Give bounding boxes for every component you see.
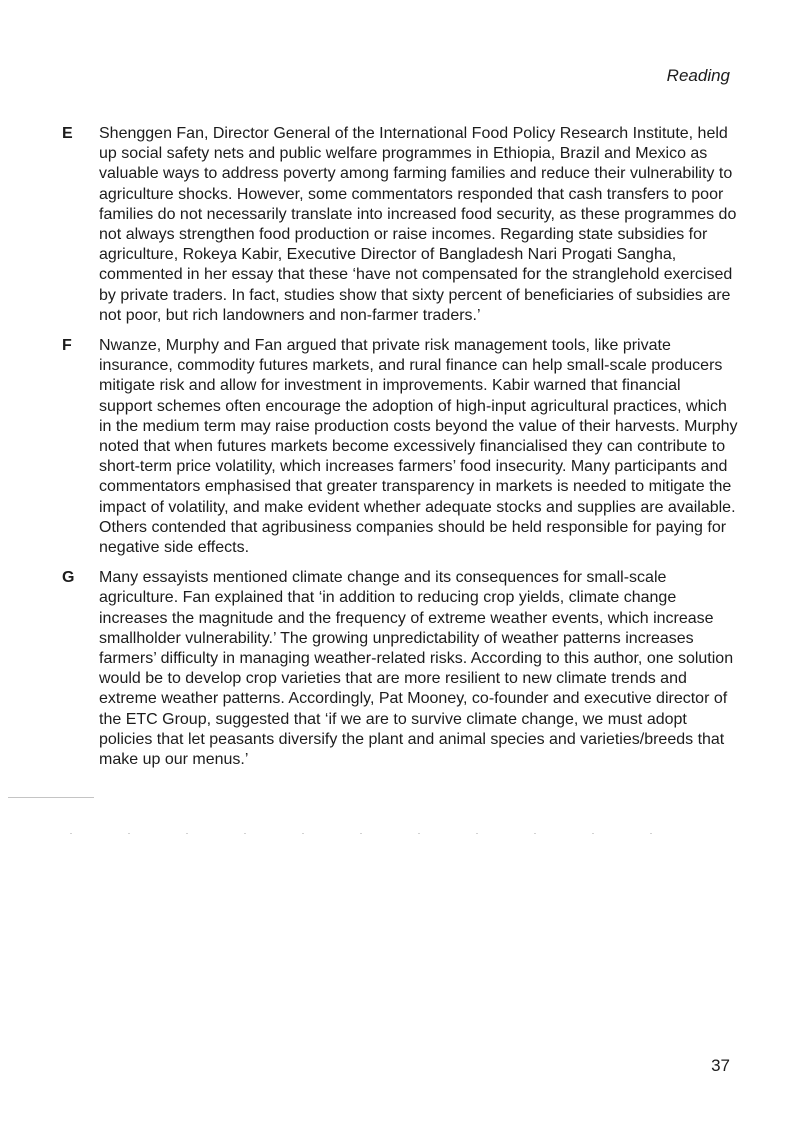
paragraph-letter-g: G — [62, 569, 75, 587]
paragraph-text-e: Shenggen Fan, Director General of the International Food Policy Research Institute, held up social safety nets and public welfare programmes in Ethiopia, Brazil and Mexico as valuable ways to address poverty among farming families and reduce their vulnerability to agriculture shocks. However, some commentators responded that cash transfers to poor families do not necessarily translate into increased food security, as these programmes do not always strengthen food production or raise incomes. Regarding state subsidies for agriculture, Rokeya Kabir, Executive Director of Bangladesh Nari Progati Sangha, commented in her essay that these ‘have not compensated for the stranglehold exercised by private traders. In fact, studies show that sixty percent of beneficiaries of subsidies are not poor, but rich landowners and non-farmer traders.’ — [99, 125, 737, 324]
paragraph-letter-f: F — [62, 337, 72, 355]
paragraph-g — [62, 568, 738, 770]
scan-artifact-dots — [70, 833, 690, 834]
section-header: Reading — [666, 66, 730, 85]
paragraph-text-f: Nwanze, Murphy and Fan argued that private risk management tools, like private insurance, commodity futures markets, and rural finance can help small-scale producers mitigate risk and allow for investment in improvements. Kabir warned that financial support schemes often encourage the adoption of high-input agricultural practices, which in the medium term may raise production costs beyond the value of their harvests. Murphy noted that when futures markets become excessively financialised they can contribute to short-term price volatility, which increases farmers’ food insecurity. Many participants and commentators emphasised that greater transparency in markets is needed to mitigate the impact of volatility, and make evident whether adequate stocks and supplies are available. Others contended that agribusiness companies should be held responsible for paying for negative side effects. — [99, 337, 738, 557]
scan-artifact-line — [8, 797, 94, 798]
paragraph-e — [62, 124, 738, 326]
paragraph-text-g: Many essayists mentioned climate change and its consequences for small-scale agriculture. Fan explained that ‘in addition to reducing crop yields, climate change increases the magnitude and the frequency of extreme weather events, which increase smallholder vulnerability.’ The growing unpredictability of weather patterns increases farmers’ difficulty in managing weather-related risks. According to this author, one solution would be to develop crop varieties that are more resilient to new climate trends and extreme weather patterns. Accordingly, Pat Mooney, co-founder and executive director of the ETC Group, suggested that ‘if we are to survive climate change, we must adopt policies that let peasants diversify the plant and animal species and varieties/breeds that make up our menus.’ — [99, 569, 734, 769]
paragraph-letter-e: E — [62, 125, 73, 142]
paragraph-f — [62, 336, 738, 558]
reading-passage — [62, 124, 738, 780]
page-number: 37 — [711, 1056, 730, 1075]
